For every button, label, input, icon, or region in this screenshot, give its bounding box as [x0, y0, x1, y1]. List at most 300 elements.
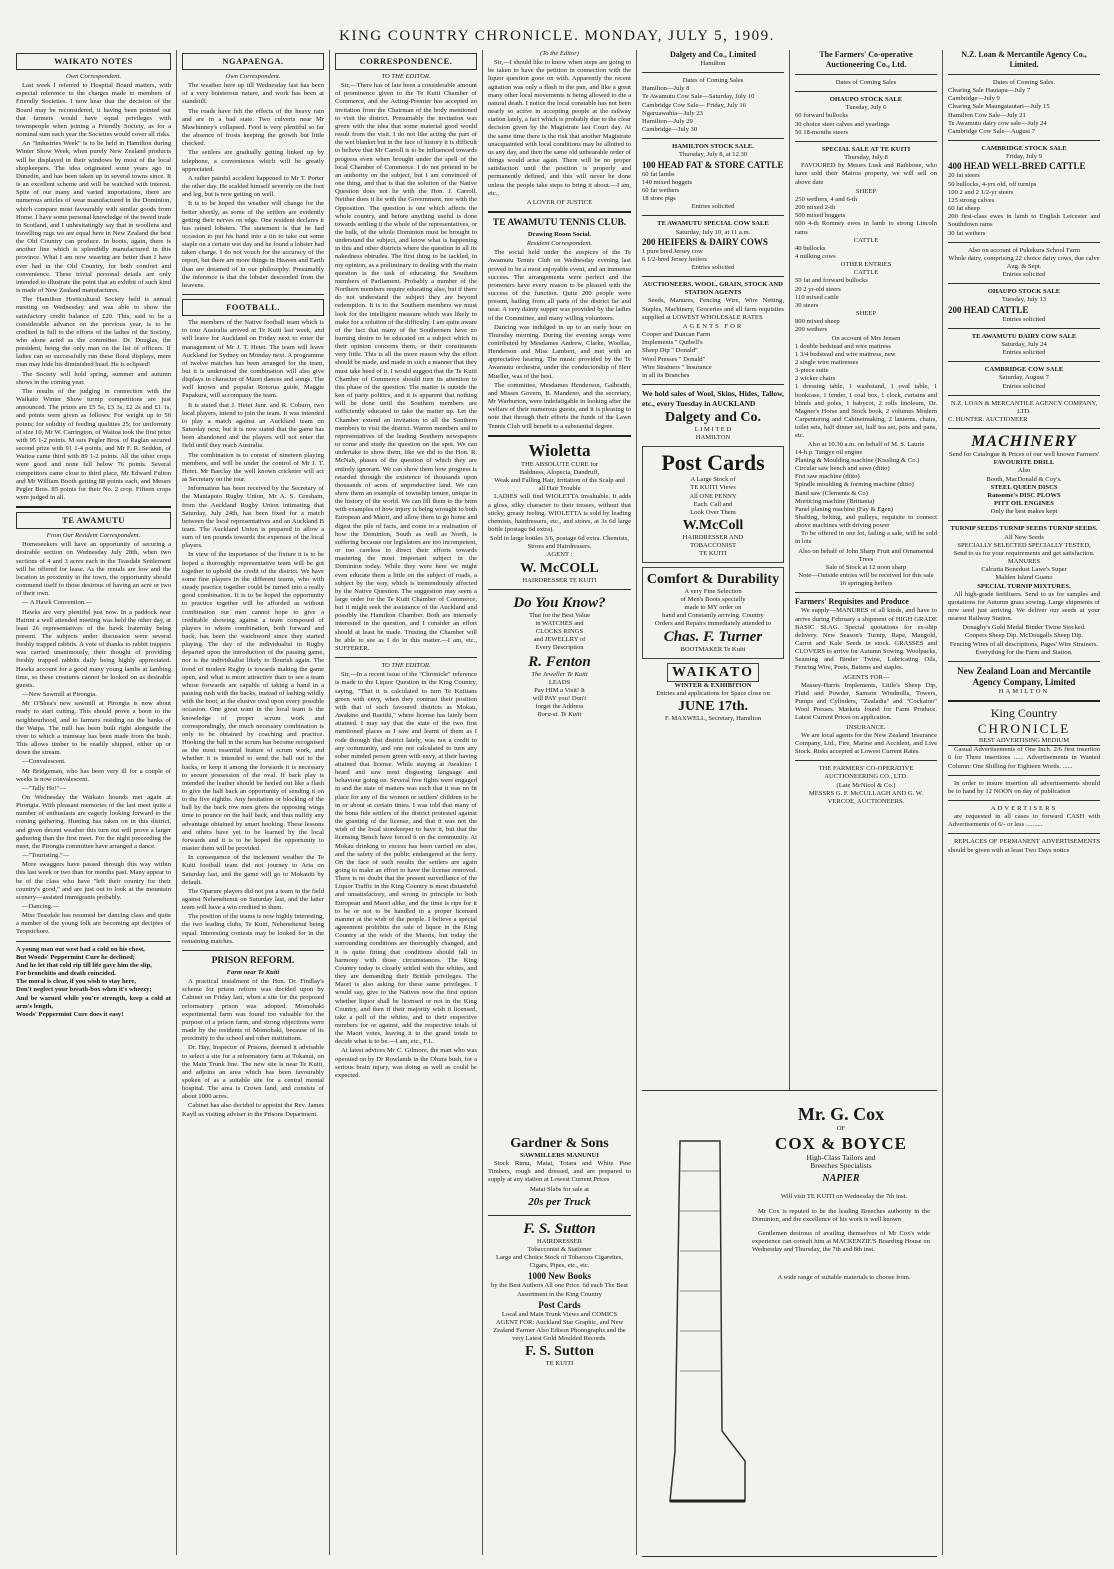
byline: Resident Correspondent. — [526, 240, 593, 248]
mach-line: FAVOURITE DRILL — [993, 459, 1055, 467]
date-item: Hamilton—July 29 — [642, 117, 693, 125]
ad-line: A very Fine Selection — [684, 587, 742, 595]
subheading: TO THE EDITOR. — [381, 73, 431, 80]
heading-prison-reform: PRISON REFORM. — [211, 955, 295, 966]
article-body — [16, 541, 171, 936]
ad-fenton — [488, 594, 631, 720]
ad-line: That for the Best Value — [528, 611, 591, 619]
ad-body: Stock Rimu, Matai, Totara and White Pine Timbers, rough and dressed, and are prepared to supply at any station at Lowest Current Prices — [488, 1160, 631, 1184]
paragraph: —"Tally Ho!"— — [22, 784, 66, 792]
byline: Own Correspondent. — [65, 73, 122, 80]
paragraph: —"Touristing."— — [22, 852, 70, 860]
sale-items — [642, 171, 784, 204]
agent-item: Wool Presses " Donald" — [642, 355, 706, 363]
subheading: TO THE EDITOR. — [381, 662, 431, 670]
paragraph: —Convalescent. — [22, 758, 66, 766]
ad-line: and JEWELLRY of — [533, 636, 586, 644]
paragraph: Miss Teasdale has resumed her dancing class and quite a number of the young folk are becoming apt decipies of Teopsichore. — [16, 912, 171, 936]
masthead — [0, 0, 1114, 42]
subheading: Drawing Room Social. — [527, 230, 592, 238]
advertisers-body: are requested in all cases to forward CASH with Advertisements of 6/- or less .......... — [948, 813, 1100, 829]
paragraph: Mr O'Shea's new sawmill at Pirongia is now about ready to start cutting. This should prove a boon to the neighbourhood, and to farmers residing on the banks of the Waipa. The mill has been built right alongside the river to which a tramway has been made from the bush. This allows timber to be readily shipped, either up or down the stream. — [16, 700, 171, 757]
sale-item: Circular saw bench and saws (ditto) — [795, 465, 890, 473]
dates-title: Dates of Coming Sales — [835, 79, 897, 86]
manures-title: MANURES — [1007, 558, 1041, 566]
sale-item: Morticing machine (Brittania) — [795, 497, 875, 505]
paragraph: The Hamilton Horticultural Society held is annual meeting on Wednesday and was able to show the satisfactory credit balance of £20. This, said to be a considerable advance on the previous year, is to be credited in full to the efforts of the ladies of the Society, who alone acted as the committee. Dr. Douglas, the president, being the only man on the list of officers. If ladies can so successfully run these floral displays, mere man may hide his diminished head. He is eclipsed! — [16, 296, 171, 369]
ad-line: OF — [836, 1125, 846, 1132]
sale-item: 18 store pigs — [642, 195, 676, 203]
ad-firm: COX & BOYCE — [775, 1134, 907, 1154]
laurie-note: To be offered in one lot, failing a sale, will be sold in lots — [795, 530, 937, 546]
agent-item: Cooper and Duncan Farm — [642, 331, 711, 339]
ad-title: F. S. Sutton — [523, 1220, 596, 1237]
manures-line: Calcutta Bonedust Lawe's Super — [981, 566, 1067, 574]
ad-line: by the Best Authors All one Price. 6d each The Best Assortment in the King Country — [490, 1282, 629, 1298]
agent-item: in all its Branches — [642, 371, 690, 379]
entries: Entries solicited — [1002, 382, 1046, 390]
paragraph: The committee, Mesdames Henderson, Galbraith, and Misses Govern, B. Mandeno, and the secretary, Mr Warburton, were indefatigable in looking after the welfare of their numerous guests, and it is pleasing to note that through their efforts the funds of the Lawn Tennis Club will benefit to a substantial degree. — [488, 381, 631, 430]
paragraph: Mr Bridgeman, who has been very ill for a couple of weeks is now convalescent. — [16, 767, 171, 783]
sheep-title: SHEEP — [855, 187, 877, 195]
column-7 — [948, 50, 1100, 1555]
heading-nz-loan: N.Z. Loan & Mercantile Agency Co., Limited. — [961, 50, 1087, 69]
sale-item: 100 2 and 2 1/2-yr steers — [948, 188, 1014, 196]
paragraph: It is stated that J. Hetet Junr. and R. Coburn, two local players, intend to join the team. It was intended to play a match against an Auckland team on Saturday next, but it is now stated that the game has been abandoned and the players will not enter the field until they reach Australia. — [182, 401, 324, 450]
agent-item: Wire Strainers " Insurance — [642, 363, 712, 371]
ad-line: HAIRDRESSER TE KUITI — [522, 576, 597, 584]
kc-title: King Country — [990, 706, 1058, 721]
sale-item: 500 mixed hoggets — [795, 212, 846, 220]
entries: Entries solicited — [1002, 315, 1046, 323]
footer-line: HAMILTON — [695, 434, 731, 442]
byline: From Our Resident Correspondent. — [46, 532, 141, 540]
ad-title: Mr. G. Cox — [797, 1104, 885, 1124]
letter: Sir,—I should like to know when steps are going to be taken to have the petition in connection with the liquor question gone on with. Apparently the recent agitation was only a flash in the pan, and like a great many other local movements is being allowed to die a natural death. I notice the local constable has not been nearly so active in accepting people at the railway station lately, a fact which is probably due to the clear decision given by the Magistrate last Court day. At the same time there is the risk that another Magistrate unacquainted with local conditions may be allotted to us any day, and then the same old unbearable order of things would arise again. There will be no proper satisfaction until the position is properly and permanently defined, and this will never be done unless the people take steps to bring it about.—I am, etc., — [488, 59, 631, 197]
note: 16 springing heifers — [839, 580, 893, 588]
sale-item: 50 fat and forward bullocks — [795, 277, 868, 285]
ad-line: TE KUITI Views — [690, 484, 736, 492]
cattle-title: CATTLE — [853, 269, 879, 277]
ad-line: AGENT FOR: Auckland Star Graphic, and New Zealand Farmer Also Edison Phonographs and the very Latest Gold Moulded Records. — [493, 1318, 626, 1343]
seeds-line: Send to us for your requirements and get satisfaction. — [953, 549, 1095, 557]
column-1 — [16, 50, 171, 1555]
sale-item: 60 fat lambs — [642, 170, 675, 178]
jensen-title: On account of Mrs Jensen — [831, 334, 901, 342]
ad-line: will PAY you! Don't — [532, 695, 587, 702]
paragraph: —Dancing.— — [22, 903, 60, 910]
pukekura-body: Whole dairy, comprising 22 choice dairy cows, due calve Aug. & Sept. — [948, 254, 1100, 270]
ad-line: Every Description — [535, 644, 584, 652]
entries: Entries solicited — [691, 203, 735, 211]
agents-title: AGENTS FOR — [682, 322, 744, 330]
paragraph: The weather here up till Wednesday last has been of a very boisterous nature, and work has been at standstill. — [182, 82, 324, 106]
verse — [16, 946, 171, 1019]
ad-lines — [646, 476, 780, 517]
ad-line: Post Cards — [538, 1299, 581, 1310]
mach-line: Also — [1017, 467, 1031, 475]
verse-line: The moral is clear, if you wish to stay here, — [16, 978, 136, 986]
entries: Entries solicited — [1002, 349, 1046, 357]
ad-line: A Large Stock of — [690, 476, 736, 484]
ad-line: in WATCHES and — [535, 619, 584, 627]
dates-list — [642, 85, 784, 134]
verse-line: A young man out west had a cold on his chest, — [16, 945, 145, 953]
replaces-note: REPLACES OF PERMANENT ADVERTISEMENTS should be given with at least Two Days notice — [948, 838, 1100, 854]
paragraph: Cabinet has also decided to appoint the Rev. James Kayll as visiting adviser to the Prisons Department. — [182, 1102, 324, 1118]
ad-line: Local and Main Trunk Views and COMICS — [501, 1310, 618, 1318]
sale-item: 50 bullocks, 4-yrs old, off turnips — [948, 180, 1037, 188]
heading-waikato-notes: WAIKATO NOTES — [16, 53, 171, 70]
wool-note: We hold sales of Wool, Skins, Hides, Tallow, etc., every Tuesday in AUCKLAND — [642, 389, 784, 408]
sale-item: 600 4-th Romney ewes in lamb to strong Lincoln rams — [795, 220, 937, 236]
sale-item: 20 fat steers — [948, 172, 980, 180]
column-rule — [176, 50, 177, 1555]
column-3 — [335, 50, 477, 1555]
seeds-line: SPECIALLY SELECTED SPECIALLY TESTED, — [957, 541, 1091, 549]
ad-name: F. S. Sutton — [525, 1344, 594, 1360]
ad-waikato — [642, 663, 784, 723]
verse-line: But Woods' Peppermint Cure he declined; — [16, 953, 135, 961]
ad-wioletta — [488, 441, 631, 585]
ad-line: made to MY order on — [684, 603, 742, 611]
verse-line: Don't neglect your breath-box when it's wheezy; — [16, 986, 152, 994]
date-item: Te Awamutu Cow Sale—Saturday, July 10 — [642, 93, 755, 101]
sale-item: 4 milking cows — [795, 252, 836, 260]
auction-body: Seeds, Manures, Fencing Wire, Wire Netting, Staples, Machinery, Groceries and all farm requisites supplied at LOWEST WHOLESALE RATES — [642, 297, 784, 321]
sale-title: CAMBRIDGE STOCK SALE — [981, 145, 1067, 153]
column-2 — [182, 50, 324, 1555]
date-item: Cambridge Cow Sale—August 7 — [948, 127, 1035, 135]
heading-football: FOOTBALL. — [182, 299, 324, 316]
seeds-title: TURNIP SEEDS TURNIP SEEDS TURNIP SEEDS. — [950, 525, 1098, 533]
sale-title: HAMILTON STOCK SALE. — [672, 143, 754, 151]
auction-title: AUCTIONEERS, WOOL, GRAIN, STOCK AND STATION AGENTS — [643, 281, 783, 297]
sale-item: 1 dressing table, 1 washstand, 1 oval table, 1 bookcase, 1 fender, 1 coal box, 1 clock, curtains and blinds and poles, 1 babycot, 2 rolls linoleum, Dr. Magner's Horse and Stock book, 2 volumes Modern Carpentering and Cabinetmaking, 2 lanterns, chairs, toilet sets, half dinner set, half tea set, pots and pans, etc. — [795, 383, 937, 440]
sale-item: 1 double bedstead and wire mattress — [795, 342, 891, 350]
ad-line: TE KUITI — [545, 1360, 574, 1368]
sheep-title: SHEEP — [855, 310, 877, 318]
article-body — [488, 249, 631, 430]
sale-item: Panel planing machine (Fay & Egen) — [795, 505, 893, 513]
ad-turner — [642, 567, 784, 659]
sale-date: Tuesday, July 6 — [845, 104, 887, 112]
paragraph: On Wednesday the Waikato hounds met again at Pirongia. With pleasant memories of the last meet quite a number of enthusiasts are eagerly looking forward to the coming gathering. Hunting has taken on in this district, and given decent weather this turn out will prove a larger gathering than the first meet. For the night preceeding the meet, the Pirongia committee have arranged a dance. — [16, 793, 171, 850]
date-item: Cambridge—July 9 — [948, 95, 1000, 103]
sale-item: 60 forward bullocks — [795, 112, 849, 120]
manures-line: Malden Island Guano — [995, 574, 1053, 582]
ad-sutton — [488, 1220, 631, 1369]
sale-item: 2 wicker chairs — [795, 375, 836, 383]
article-body — [16, 82, 171, 502]
ad-name: Chas. F. Turner — [663, 629, 763, 646]
sale-title: OHAUPO STOCK SALE — [829, 96, 903, 104]
sale-head: 100 HEAD FAT & STORE CATTLE — [642, 159, 784, 170]
sale-item: 6 1/2-bred Jersey heifers — [642, 255, 707, 263]
heading-tennis-club: TE AWAMUTU TENNIS CLUB. — [492, 217, 627, 228]
ad-place: NAPIER — [822, 1173, 860, 1185]
ad-name: W. McCOLL — [520, 560, 599, 576]
sale-item: 30 steers — [795, 301, 819, 309]
ad-title: Wioletta — [528, 440, 591, 460]
sale-body: FAVOURED by Messrs Lusk and Rathbone, who have sold their Mairoa property, we will sell on above date — [795, 162, 937, 186]
sale-item: Fret saw machine (ditto) — [795, 473, 860, 481]
sheep-items — [795, 318, 937, 334]
sheep-items — [795, 196, 937, 237]
date-item: Cambridge Cow Sale— Friday, July 16 — [642, 101, 746, 109]
ad-line: High-Class Tailors and — [806, 1153, 876, 1163]
paragraph: Sir,—There has of late been a considerable amount of prominence given to the Te Kuiti Chamber of Commerce, and the Acting-Premier has accepted an invitation from the Chairman of the body mentioned to visit the district. Presumably the invitation was given with the idea that some material good would result from the visit. I do not like acting the part of the wet blanket but in the face of history it is difficult to believe that Mr Carroll is to be influenced towards progress even when brought under the spell of the local Chamber of Commerce. I do not pretend to be an authority on the subject, but I am convinced of one thing, and that is that the solution of the Native Question does not lie with the Hon. J. Carroll. Neither does it lie with the Government, nor with the Opposition. The question is one which affects the whole country, and before anything useful is done towards settling it the whole of the representatives, or the bulk, of the whole Dominion must be brought to understand the subject, and know what is happening in this and other districts where the question in all its nakedness obtrudes. The first thing to be tackled, in my opinion, as a preliminary to dealing with the main question is the task of educating the Southern members of Parliament. Probably a number of the Northern members require educating also, but if there do not understand the subject they are beyond redemption. It is to the Southern members we must look for the intelligent measure which was likely to make for a solution of the difficulty. I am quite aware of the fact that many of the Southerners have no burning desire to be educated on a subject which in their opinion concerns them, or their constituents very little. This is all the more reason why the effort should be made, and made in such a manner that they must take heed of it. I would suggest that the Te Kuiti Chamber of Commerce should turn its attention to this phase of the question. The matter is outside the ken of party politics, and it is apparent that nothing will be done until the Southern members are sufficiently educated to take the matter up. Let the Chamber extend an invitation to all the Southern members to visit the district. Warren members and to representatives of the leading Southern newspapers to come and study the question on the spot. We can undertake to show them, like we did to the Hon. R. McNab, phases of the question of which they are entirely ignorant. We can show them how progress is retarded through the existence of thousands upon thousands of acres of unproductive land. We can show them an example of township tenure, unique in the history of the world. We can fill them to the brim with examples of how injury is being wrought to both European and Maori, and allow them to go home and digest the pile of facts, and come to a realisation of how the Dominion, South as well as North, is suffering because our legislators are too incompetent, or too careless to direct their efforts towards mastering the most important subject in the Dominion today. While they were here we might even educate them a little on the subject of roads, a subject by the way, which is tremendously affected by the Native Question. The suggestion may seem a large order for the Te Kuiti Chamber of Commerce, but it might seek the assistance of the Auckland and possibly the Hamilton Chamber. Both are intensely interested in the question, and I consider an effort should at least be made. Trusting the Chamber will be able to see as I do in this matter.—I am, etc., SUFFERER. — [335, 82, 477, 652]
mach-line: Only the best makes kept — [990, 508, 1058, 516]
note: Note—Outside entries will be received for this sale — [798, 572, 934, 580]
sale-item: 2 single wire mattresses — [795, 359, 859, 366]
ad-line: Pay HIM a Visit! It — [534, 686, 585, 694]
ad-line: THE ABSOLUTE CURE for — [520, 460, 599, 468]
column-4 — [488, 50, 631, 1130]
seeds-line: All New Seeds — [1004, 533, 1044, 541]
advertisers-title: ADVERTISERS — [990, 805, 1058, 812]
sale-items — [642, 248, 784, 264]
nzl-title: New Zealand Loan and Mercantile Agency Company, Limited — [957, 665, 1091, 687]
masthead-title: KING COUNTRY CHRONICLE. MONDAY, JULY 5, 1909. — [339, 28, 775, 44]
paragraph: It is to be hoped the weather will change for the better shortly, as some of the settlers are evidently getting their nerves on edge. One resident declares it has rained lobsters. The statement is that he had occasion to put his hand into a tin to take out some staple on a certain wet day and he found a lobster had taken charge. I do not vouch for the accuracy of the report, but there are more things in Heaven and Earth than are dreamed of in our philosophy. Presumably the inference is that the lobster descended from the heavens. — [182, 200, 324, 289]
verse-line: And he let that cold rip till life gave him the slip, — [16, 961, 152, 969]
requisites-title: Farmers' Requisites and Produce — [795, 597, 909, 607]
sale-date: Tuesday, July 13 — [1001, 296, 1047, 304]
dates-title: Dates of Coming Sales — [682, 77, 744, 85]
sale-date: Friday, July 9 — [1005, 153, 1043, 161]
article-body — [182, 319, 324, 946]
ad-line: The Jeweller Te Kuiti — [531, 670, 588, 678]
article-body — [335, 671, 477, 1080]
paragraph: The Society will hold spring, summer and autumn shows in the coming year. — [16, 370, 171, 386]
ad-body: Mr Cox is reputed to be the leading Breeches authority in the Dominion, and the excellence of his work is well known — [752, 1207, 930, 1223]
column-rule — [942, 50, 943, 1555]
date-item: Clearing Sale Hautapu—July 7 — [948, 87, 1031, 95]
ad-title: Gardner & Sons — [510, 1136, 609, 1151]
subheading: Farm near Te Kuiti — [226, 968, 280, 976]
paragraph: The position of the teams is now highly interesting, the two leading clubs, Te Kuiti, Nehenehenui being equal. Interesting contests may be looked for in the remaining matches. — [182, 913, 324, 945]
dates-list — [948, 87, 1100, 136]
paragraph: The social held under the auspices of the Te Awamutu Tennis Club on Wednesday evening last proved to be a most enjoyable event, and an immense success. The arrangements were perfect and the promoters have every reason to be pleased with the success of the function. Quite 200 people were present, hailing from all parts of the district far and near. A very dainty supper was provided by the ladies of the Committee, and many willing volunteers. — [488, 249, 631, 322]
insurance-body: We are local agents for the New Zealand Insurance Company, Ltd., Fire, Marine and Accident, and Live Stock. Risks accepted at Lowest Current Rates. — [795, 731, 937, 756]
footer-line: (Late McNicol & Co.) — [836, 781, 896, 789]
sale-item: 140 mixed hoggets — [642, 178, 693, 186]
date-item: Ngaruawahia—July 23 — [642, 109, 703, 117]
verse-line: And be warned while you're strength, keep a cold at arm's length, — [16, 994, 171, 1010]
paragraph: In consequence of the inclement weather the Te Kuiti football team did not journey to Aria on Saturday last, and the game will go to Mokauiti by default. — [182, 854, 324, 886]
footer-line: THE FARMERS' CO-OPERATIVE AUCTIONEERING CO., LTD. — [818, 765, 914, 781]
ad-line: Tobacconist & Stationer — [527, 1245, 592, 1253]
ad-cox — [642, 1090, 937, 1557]
paragraph: — A Hawk Convention.— — [22, 599, 93, 607]
kc-note: In order to insure insertion all advertisements should be to hand by 12 NOON on day of publication — [948, 779, 1100, 795]
laurie-title: Also at 10.30 a.m. on behalf of M. S. Laurie — [807, 440, 925, 448]
dates-title: Dates of Coming Sales. — [992, 79, 1056, 86]
paragraph: A rather painful accident happened to Mr T. Porter the other day. He scalded himself severely on the foot and leg, but is now getting on well. — [182, 174, 324, 199]
ad-body: Gentlemen desirous of availing themselves of Mr Cox's wide experience can consult him at MACKENZIE'S Boarding House on Wednesday and Thursday, the 7th and 8th inst. — [752, 1229, 930, 1254]
sale-item: 14-h.p. Tangye oil engine — [795, 448, 863, 456]
paragraph: Last week I referred to Hospital Board matters, with especial reference to the charges made to members of Friendly Societies. I now hear that the decision of the Board may be reconsidered, it having been pointed out that farmers would have equal privileges with townspeople when joining a Friendly Society, as for a nominal sum each year the Societies would cover all risks. — [16, 82, 171, 139]
paragraph: The results of the judging in connection with the Waikato Winter Show turnip competitions are just announced. The prizes are £5 5s, £3 3s, £2 2s and £1 1s, and points were given as follows: For weight up to 50 points; for solidity of feeding qualities 25; for uniformity of size 10, Mr W. Carrington, of Waitoa took the first prize with 95 1-2 points. M ssrs Pegler Bros. of Raglan secured second prize with 91 1-4 points, and Mr F. R. Seddon, of Waitoa came third with 89 1-2 points. All the other crops were good and none fell below 76 points. Several competitors came close to third place, Mr Edward Fulton and Mr William Booth getting 88 points each, and Messrs Pegler Bros. 85 points for their No. 2 crop. Fifteen crops were judged in all. — [16, 387, 171, 501]
agent-item: Sheep Dip " Donald" — [642, 347, 698, 355]
date-item: Hamilton Cow Sale—July 21 — [948, 111, 1026, 119]
insurance-title: INSURANCE. — [846, 723, 886, 731]
ad-line: of Men's Boots specially — [680, 595, 746, 603]
heading-farmers: The Farmers' Co-operative Auctioneering Co., Ltd. — [819, 50, 913, 69]
ad-line: Large and Choice Stock of Tobaccos Cigarettes, Cigars, Pipes, etc., etc. — [496, 1254, 623, 1270]
paragraph: An "Industries Week" is to be held in Hamilton during Winter Show Week, when purely New Zealand products will be displayed in their windows by most of the local shopkeepers. The idea originated some years ago in Dunedin, and has been taken up in several towns since. It is an excellent scheme and will be watched with interest. Spite of our many and varied importations, there are numerous articles of wear manufactured in the Dominion, which compare most favourably with similar goods from Home. I have some personal knowledge of the tweed trade in Scotland, and I unhesitatingly say that in woollens and travelling rugs we are equal here in New Zealand the best the Old Country can produce. In boots, again, there is another line which is splendidly manufactured in this province. What I am now wearing are better than I have ever had in the Old Country, for both comfort and convenience. These trivial personal details are only intended to illustrate the point that an exhibit of such kind is made of New Zealand manufactures. — [16, 140, 171, 295]
ad-title: Do You Know? — [513, 594, 606, 611]
sale-head: 400 HEAD WELL-BRED CATTLE — [948, 161, 1086, 172]
subheading: (To the Editor) — [540, 50, 579, 57]
sale-item: 3-piece suite — [795, 367, 829, 375]
mach-line: Booth, MacDonald & Coy's. — [986, 475, 1062, 483]
ad-line: Baldness, Alopecia, Dandruff, — [519, 468, 600, 476]
ad-line: HAIRDRESSER AND — [682, 534, 744, 542]
ad-title: Comfort & Durability — [646, 571, 780, 587]
paragraph: Homeseekers will have an opportunity of securing a desirable section on Wednesday July 28th, when two sections of 4 and 3 acres each in the Teasdale Settlement will be offered for lease. As the rentals are low and the location in proximity to the town, the opportunity should commend itself to those desirous of having an acre or two of their own. — [16, 541, 171, 598]
sale-item: 40 bullocks — [795, 244, 826, 252]
ad-line: all Hair Trouble — [538, 485, 581, 493]
sale-title: TE AWAMUTU DAIRY COW SALE — [971, 332, 1077, 340]
sale-date: Saturday, July 24 — [1001, 340, 1047, 348]
ad-line: Weak and Falling Hair, Irritation of the Scalp and — [494, 477, 625, 485]
paragraph: The Oparure players did not put a team in the field against Nehenehenui on Saturday last, and the latter team will have a win credited to them. — [182, 887, 324, 912]
heading-ngapaenga: NGAPAENGA. — [182, 53, 324, 70]
verse-line: For bronchitis and death coincided. — [16, 970, 116, 978]
sale-item: 800 mixed sheep — [795, 318, 840, 326]
byline: Own Correspondent. — [225, 73, 281, 80]
jensen-items — [795, 343, 937, 441]
mix-title: SPECIAL TURNIP MIXTURES. — [977, 582, 1071, 590]
footer-line: MESSRS G. F. McCULLAGH AND G. W. VERCOE, AUCTIONEERS. — [808, 789, 924, 805]
sale-item: 1 3/4 bedstead and wire mattress, new — [795, 350, 896, 358]
footer-line: L I M I T E D — [694, 426, 732, 433]
sale-item: 200 wethers — [795, 326, 828, 334]
sale-items — [948, 172, 1100, 237]
agents-for: AGENTS FOR— — [842, 673, 890, 681]
mach-line: Ransome's DISC PLOWS — [987, 491, 1061, 499]
heading-dalgety: Dalgety and Co., Limited — [670, 50, 756, 59]
fencing-note: Fencing Wires of all descriptions, Pages' Wire Strainers. Everything for the Farm and Station. — [949, 640, 1099, 656]
sale-item: 60 fat wethers — [642, 186, 680, 194]
ad-name: R. Fenton — [528, 653, 591, 670]
paragraph: At latest advices Mr C. Gilmore, the man who was operated on by Dr Rowlands in the Ohura bush, for a serious brain injury, was doing as well as could be expected. — [335, 1047, 477, 1079]
ad-line: Entries and applications for Space close on — [656, 689, 770, 697]
ad-line: forget the Address — [535, 703, 584, 711]
column-rule — [482, 50, 483, 1555]
ad-line: F. MAXWELL, Secretary, Hamilton — [664, 714, 762, 722]
sale-item: 200 first-class ewes in lamb to English Leicester and Southdown rams — [948, 213, 1100, 229]
ad-line: Breeches Specialists — [810, 1161, 872, 1171]
place: Hamilton — [700, 60, 726, 67]
sale-head: 200 HEIFERS & DAIRY COWS — [642, 236, 768, 247]
sale-item: 20 2 yr-old steers — [795, 285, 841, 293]
cattle-items — [795, 277, 937, 310]
ad-name: W.McColl — [682, 518, 744, 534]
nz-loan: N.Z. LOAN & MERCANTILE AGENCY COMPANY, LTD. — [950, 399, 1098, 415]
paragraph: In view of the importance of the fixture it is to be hoped a thoroughly representative team will be got together to uphold the credit of the district. We have some fine players in the different teams, who with steady practice together could be turned into a really good combination. It is to be hoped the opportunity to practice together will be afforded as without combination our men cannot hope to give a creditable showing against a team composed of players to whom combination, both forward and back, has been the watchword since they started playing. The day of the individualist in Rugby departed upon the introduction of the passing game, nor is the individualist likely to flourish again. The trend of modern Rugby is towards making the game open, and what is more attractive than to see a team whose forwards are capable of taking a hand in a passing rush with the backs, instead of lashing wildly with the boot, at the elusive oval upon every possible occasion. One great want in the local team is the knowledge of proper scrum work and correspondingly, the much necessary combination is only to be obtained by coaching and practice. Hooking the ball in the scrum has become recognised as the most essential feature of scrum work, and whether it is intended to send the ball out to the backs, or keep it among the forwards it is necessary to secure possession of the oval. If back play is intended the leather should be heeled out like a flash to give the half back an opportunity of sending it on to the five eighths. Any hesitation or blocking of the ball by the back row men gives the opposing wings time to pounce on the half back, and thus nullify any advantage obtained by smart hooking. These lessons and others have yet to be learned by the local forwards and it is to be hoped the opportunity to master them will be provided. — [182, 551, 324, 853]
sale-item: 125 strong calves — [948, 196, 995, 204]
hunter: C. HUNTER. AUCTIONEER — [948, 416, 1028, 423]
paragraph: The roads have felt the effects of the heavy rain and are in a bad state. Two culverts near Mr Mawhinney's collapsed. Feed is very plentiful so far the absence of frosts keeping the growth but little checked. — [182, 107, 324, 148]
agents-body: Massey-Harris Implements, Little's Sheep Dip, Fluid and Powder, Samson Windmills, Towers, Pumps and Cylinders, "Zealadia" and "Cockatoo" Wool Presses. Markets found for Farm Produce. Latest Current Prices on application. — [795, 681, 937, 722]
sale-date: Thursday, July 8, at 12.30 — [678, 151, 748, 159]
ad-line: Sold in large bottles 3/6, postage 6d extra. Chemists, Stores and Hairdressers. — [490, 535, 629, 551]
sale-date: Thursday, July 8 — [844, 154, 888, 162]
signoff: A LOVER OF JUSTICE — [526, 198, 593, 206]
mach-line: Send for Catalogue & Prices of our well known Farmers' — [948, 451, 1100, 459]
ad-line: HAIRDRESSER — [536, 1237, 583, 1245]
date-item: Cambridge—July 30 — [642, 126, 698, 134]
sale-item: 30 fat wethers — [948, 229, 986, 237]
kc-tagline: BEST ADVERTISING MEDIUM — [948, 737, 1100, 746]
ad-line: AGENT : — [546, 551, 573, 559]
agents-list — [642, 331, 784, 380]
sale-item: 30 choice steer calves and yearlings — [795, 120, 890, 128]
cattle-title: CATTLE — [853, 236, 879, 244]
paragraph: Hawks are very plentiful just now. In a paddock near Hairini a well attended meeting was held the other day, at least 26 representatives of the hawk fraternity being present. The subjects under discussion were several freshly trapped rabbits. A vote of thanks to rabbit trappers was carried unanimously, their thought of providing freshly trapped rabbits daily being highly appreciated. Hawks account for a good many young lambs at lambing time, so these creatures cannot be looked on as desirable guests. — [16, 608, 171, 689]
ad-body: LADIES will find WIOLETTA invaluable. It adds a gloss, silky character to their tresses, without that sticky, greasy feeling. WIOLETTA is sold by leading chemists, hairdressers, etc., and stores, at 3s 6d large bottle (postage 6d extra). — [488, 493, 631, 533]
agent-item: Implements " Quibell's — [642, 339, 703, 347]
ad-body: Will visit TE KUITI on Wednesday the 7th inst. — [780, 1193, 908, 1201]
mix-body: All high-grade fertilisers. Send to us for samples and quotations for Autumn grass sowing. Large shipments of new seed just arriving. We deliver our seeds at your nearest Railway Station. — [948, 590, 1100, 623]
date-item: Clearing Sale Maungatautari—July 15 — [948, 103, 1050, 111]
paragraph: The settlers are gradually getting linked up by telephone, a convenience which will be greatly appreciated. — [182, 149, 324, 173]
article-body — [182, 82, 324, 290]
ad-line: TOBACCONIST — [689, 542, 737, 550]
ad-line: LEADS — [548, 678, 571, 686]
article-body — [182, 978, 324, 1119]
sale-date: Saturday, July 10, at 11 a.m. — [675, 228, 751, 236]
paragraph: More swaggers have passed through this way within this last week or two than for months past. Many appear to be of the class who have "left their country for their country's good," and are just out to look at the mountain scenery—assisted immigrants probably. — [16, 861, 171, 901]
mach-line: STEEL QUEEN DISCS — [990, 483, 1058, 491]
entries: Entries solicited — [691, 263, 735, 271]
paragraph: The combination is to consist of nineteen playing members, and will be under the control of Mr J. T. Hetet. Mr Barclay the well known cricketer will act as Secretary on the tour. — [182, 451, 324, 484]
paragraph: Dr. Hay, Inspector of Prisons, deemed it advisable to select a site for a reformatory farm at Tokanui, on the Main Trunk line. The new site is near Te Kuiti, and adjoins an area which has been favourably spoken of as a suitable site for a central mental hospital. The area is Crown land, and consists of about 1000 acres. — [182, 1044, 324, 1101]
sale-title: OHAUPO STOCK SALE — [987, 288, 1061, 296]
article-body — [335, 82, 477, 653]
paragraph: —New Sawmill at Pirongia. — [22, 691, 97, 699]
sale-title: SPECIAL SALE AT TE KUITI — [821, 145, 911, 153]
ad-line: BOOTMAKER Te Kuiti — [680, 646, 746, 654]
column-6 — [795, 50, 937, 1080]
binder-note: Donaghy's Gold Medal Binder Twine Stocked. — [962, 624, 1086, 632]
ad-title: WAIKATO — [667, 663, 759, 682]
ad-lines — [646, 588, 780, 629]
sale-item: 60 fat sheep — [948, 205, 980, 213]
other-title: OTHER ENTRIES — [840, 261, 892, 269]
sale-title: TE AWAMUTU SPECIAL COW SALE — [657, 220, 769, 228]
nzl-place: HAMILTON — [998, 687, 1050, 695]
heading-te-awamutu: TE AWAMUTU — [16, 512, 171, 529]
ad-line: hand and Constantly arriving. Country — [662, 612, 764, 620]
requisites-body: We supply—MANURES of all kinds, and have to arrive during February a shipment of HIGH GRADE BASIC SLAG. Special quotations for ex-ship delivery. New Season's Turnip, Rape, Mangold, Carrot and Kale Seeds in stock. GRASSES and CLOVERS to arrive for Autumn Sowing. Woolpacks, Seaming and Binder Twine, Lubricating Oils, Fencing Wire, Posts, Battens and staples. — [795, 607, 937, 672]
ad-body: A wide range of suitable materials to choose from. — [777, 1274, 911, 1282]
date-item: Te Awamutu dairy cow sale—July 24 — [948, 119, 1047, 127]
pukekura: Also on account of Pukekura School Farm — [967, 246, 1081, 254]
sale-head: 200 HEAD CATTLE — [948, 304, 1029, 315]
ad-gardner — [488, 1135, 631, 1211]
sale-title: CAMBRIDGE COW SALE — [984, 366, 1064, 374]
sale-date: Saturday, August 7 — [999, 374, 1049, 382]
ad-line: CLOCKS RINGS — [535, 628, 584, 636]
kc-title: CHRONICLE — [977, 721, 1071, 737]
ad-line: Matai Slabs for sale at — [530, 1185, 589, 1193]
sale-item: 110 mixed cattle — [795, 293, 839, 301]
date-item: Hamilton—July 8 — [642, 85, 690, 93]
